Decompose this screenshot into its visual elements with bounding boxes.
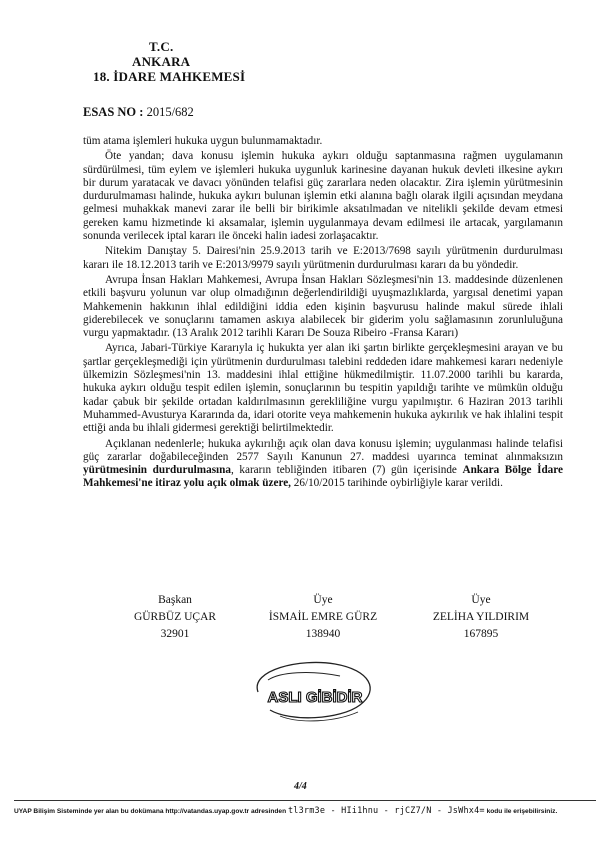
signature-member-1 bbox=[258, 592, 388, 643]
paragraph-0: tüm atama işlemleri hukuka uygun bulunmamaktadır. bbox=[83, 135, 323, 147]
signature-name: İSMAİL EMRE GÜRZ bbox=[268, 611, 378, 623]
decision-bold1: yürütmesinin durdurulmasına bbox=[83, 464, 231, 477]
paragraph-4: Ayrıca, Jabari-Türkiye Kararıyla iç hukukta yer alan iki şartın birlikte gerçekleşmesini arayan ve bu şartlar gerçekleşmediği için yürütmenin durdurulması talebini reddeden idare mahkemesi kararı nedeniyle ülkemizin Sözleşmesi'nin 13. maddesini ihlal ettiğine hükmedilmiştir. 11.07.2000 tarihli bu kararda, hukuka aykırı olduğu tespit edilen işlemin, sonuçlarının bu tespitin yapıldığı tarihte ve mümkün olduğu kadar çabuk bir şekilde ortadan kaldırılmasının gerekliliğine vurgu yapılmıştır. 6 Haziran 2013 tarihli Muhammed-Avusturya Kararında da, idari otorite veya mahkemenin hukuka aykırılık ve hak ihlalini tespit ettiği anda bu ihlali gidermesi gerektiği belirtilmektedir. bbox=[83, 342, 563, 435]
footer-suffix: kodu ile erişebilirsiniz. bbox=[486, 808, 558, 815]
header-city: ANKARA bbox=[132, 54, 191, 69]
signature-role: Üye bbox=[471, 594, 491, 606]
header-country: T.C. bbox=[149, 39, 174, 54]
paragraph-2: Nitekim Danıştay 5. Dairesi'nin 25.9.2013 tarih ve E:2013/7698 sayılı yürütmenin durdurulması kararı ile 18.12.2013 tarih ve E:2013/9979 sayılı yürütmenin durdurulması kararı da bu yöndedir. bbox=[83, 245, 563, 271]
signature-number: 32901 bbox=[160, 628, 190, 640]
uyap-footer bbox=[14, 806, 604, 816]
paragraph-3: Avrupa İnsan Hakları Mahkemesi, Avrupa İnsan Hakları Sözleşmesi'nin 13. maddesinde düzenlenen etkili başvuru yolunun var olup olmadığının değerlendirildiği uyuşmazlıklarda, yargısal denetimi yapan Mahkemenin hakkının ihlal edildiğini iddia eden kişinin başvurusu halinde makul sürede ihlali giderebilecek ve sonuçlarını tamamen askıya alabilecek bir giderim yolu sağlamasının zorunluluğuna vurgu yapmaktadır. (13 Aralık 2012 tarihli Kararı De Souza Ribeiro -Fransa Kararı) bbox=[83, 273, 563, 340]
signature-number: 138940 bbox=[305, 628, 341, 640]
decision-body bbox=[83, 135, 563, 493]
paragraph-1: Öte yandan; dava konusu işlemin hukuka aykırı olduğu saptanmasına rağmen uygulamanın sürdürülmesi, tüm eylem ve işlemleri hukuka uygunluk karinesine dayanan hukuk devleti ilkesine aykırı bir durum yaratacak ve davacı yönünden telafisi güç zararlara neden olacaktır. Zira işlemin yürütmesinin durdurulmaması halinde, hukuka aykırı bulunan işlemin etki alanına bağlı olarak ilgili açısından meydana gelmesi muhakkak manevi zarar ile belli bir birikimle aksatılmadan ve nitelikli şekilde devam etmesi gereken kamu hizmetinde ki aksamalar, işlemin uygulanmaya devam edilmesi ile artacak, yargılamanın sonunda verilecek iptal kararı ile önceki halin iadesi zorlaşacaktır. bbox=[83, 150, 563, 243]
header-court: 18. İDARE MAHKEMESİ bbox=[93, 69, 246, 84]
decision-part1: Açıklanan nedenlerle; hukuka aykırılığı açık olan dava konusu işlemin; uygulanması halinde telafisi güç zararlar doğabileceğinden 2577 Sayılı Kanunun 27. maddesi uyarınca teminat alınmaksızın bbox=[83, 437, 563, 463]
signature-chair bbox=[120, 592, 230, 643]
case-number-label: ESAS NO : bbox=[83, 105, 144, 119]
decision-part2: , kararın tebliğinden itibaren (7) gün içerisinde bbox=[230, 464, 457, 477]
certified-copy-stamp bbox=[240, 650, 390, 730]
case-number bbox=[83, 105, 194, 120]
signature-role: Üye bbox=[313, 594, 333, 606]
decision-paragraph bbox=[83, 438, 563, 491]
signature-role: Başkan bbox=[158, 594, 192, 606]
signature-number: 167895 bbox=[463, 628, 499, 640]
footer-divider bbox=[14, 800, 596, 801]
signature-member-2 bbox=[416, 592, 546, 643]
decision-bold2: Ankara Bölge İdare Mahkemesi'ne itiraz yolu açık olmak üzere, bbox=[83, 464, 564, 490]
signature-name: GÜRBÜZ UÇAR bbox=[133, 611, 217, 623]
signature-name: ZELİHA YILDIRIM bbox=[432, 611, 530, 623]
case-number-value: 2015/682 bbox=[146, 105, 194, 119]
footer-access-code: tl3rm3e - HIi1hnu - rjCZ7/N - JsWhx4= bbox=[287, 806, 485, 816]
page-number: 4/4 bbox=[294, 781, 307, 792]
footer-text: UYAP Bilişim Sisteminde yer alan bu dokümana http://vatandas.uyap.gov.tr adresinden bbox=[14, 808, 287, 815]
stamp-text: ASLI GİBİDİR bbox=[267, 689, 363, 706]
decision-part3: 26/10/2015 tarihinde oybirliğiyle karar verildi. bbox=[290, 477, 503, 490]
